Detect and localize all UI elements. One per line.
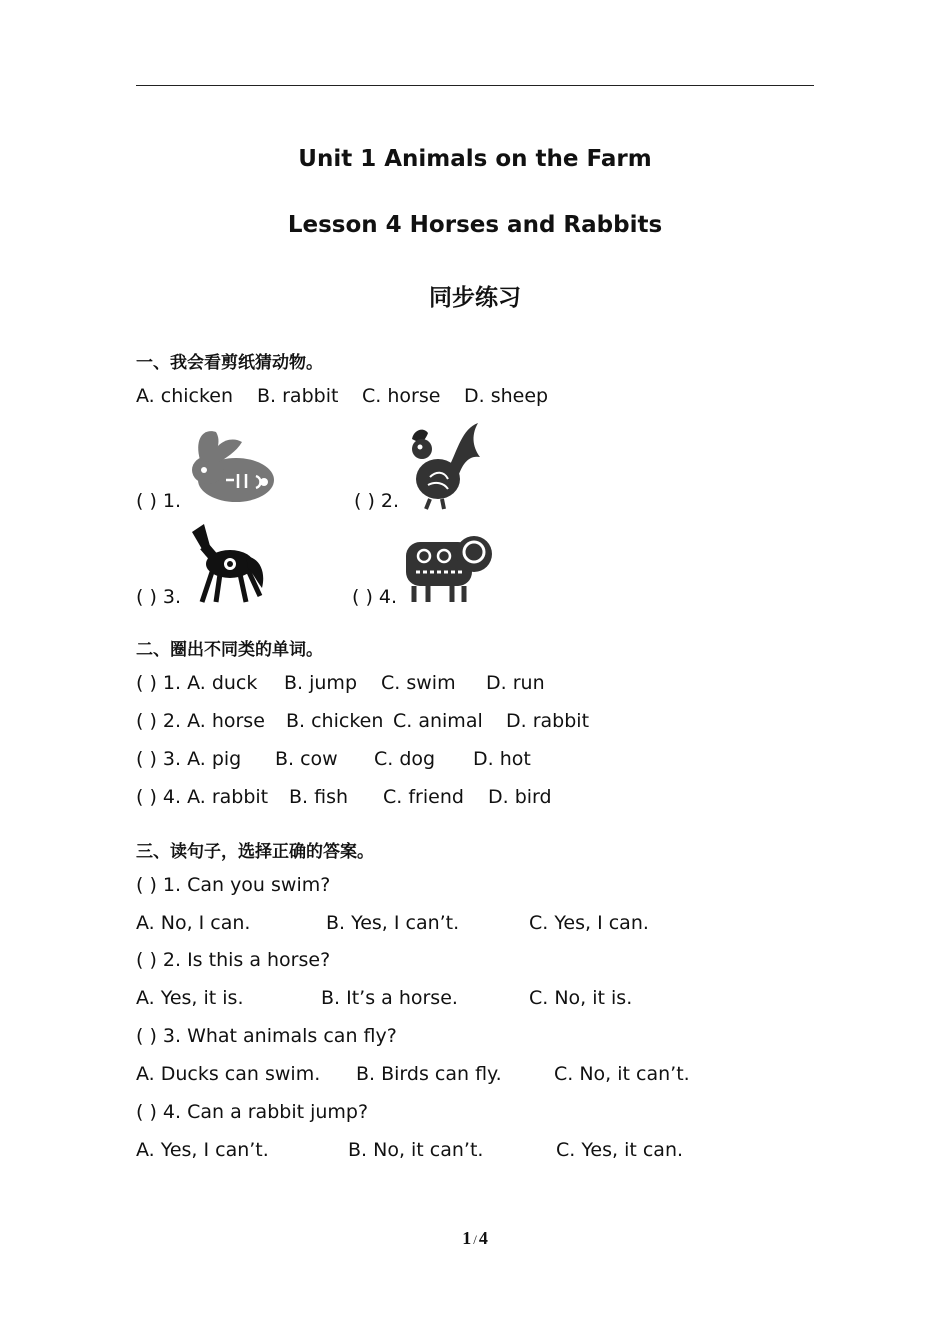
item-1-label: ( ) 1. <box>136 490 182 512</box>
s3-q1-b: B. Yes, I can’t. <box>326 912 460 934</box>
s3-q3: ( ) 3. What animals can fly? <box>136 1025 397 1047</box>
s2-row-3-b: B. cow <box>275 748 338 770</box>
rooster-papercut-icon <box>402 419 482 511</box>
page-total: 4 <box>478 1228 488 1248</box>
section-1-heading: 一、我会看剪纸猜动物。 <box>136 353 323 373</box>
s3-q3-c: C. No, it can’t. <box>554 1063 690 1085</box>
s2-row-4-d: D. bird <box>488 786 552 808</box>
s2-row-3-num: ( ) 3. A. pig <box>136 748 242 770</box>
unit-title: Unit 1 Animals on the Farm <box>298 146 652 172</box>
s3-q4-c: C. Yes, it can. <box>556 1139 684 1161</box>
s2-row-4-num: ( ) 4. A. rabbit <box>136 786 269 808</box>
horse-papercut-icon <box>186 522 268 604</box>
s3-q1-c: C. Yes, I can. <box>529 912 649 934</box>
subtitle: 同步练习 <box>429 285 521 311</box>
s2-row-4-c: C. friend <box>383 786 464 808</box>
s3-q3-b: B. Birds can fly. <box>356 1063 502 1085</box>
s3-q2-a: A. Yes, it is. <box>136 987 244 1009</box>
s3-q4: ( ) 4. Can a rabbit jump? <box>136 1101 369 1123</box>
s2-row-1-d: D. run <box>486 672 545 694</box>
s2-row-2-b: B. chicken <box>286 710 384 732</box>
s3-q2-b: B. It’s a horse. <box>321 987 458 1009</box>
header-rule <box>136 85 814 86</box>
s2-row-2-c: C. animal <box>393 710 483 732</box>
s2-row-2-d: D. rabbit <box>506 710 590 732</box>
s2-row-3-c: C. dog <box>374 748 436 770</box>
s3-q3-a: A. Ducks can swim. <box>136 1063 321 1085</box>
choice-c: C. horse <box>362 385 441 407</box>
item-3-label: ( ) 3. <box>136 586 182 608</box>
section-2-heading: 二、圈出不同类的单词。 <box>136 640 323 660</box>
item-2-label: ( ) 2. <box>354 490 400 512</box>
s3-q2: ( ) 2. Is this a horse? <box>136 949 331 971</box>
sheep-papercut-icon <box>402 528 494 604</box>
s3-q4-a: A. Yes, I can’t. <box>136 1139 269 1161</box>
s2-row-1-b: B. jump <box>284 672 358 694</box>
s3-q2-c: C. No, it is. <box>529 987 633 1009</box>
s2-row-4-b: B. fish <box>289 786 349 808</box>
s2-row-2-num: ( ) 2. A. horse <box>136 710 265 732</box>
rabbit-papercut-icon <box>186 424 278 506</box>
s3-q1-a: A. No, I can. <box>136 912 251 934</box>
page-separator: / <box>473 1232 477 1247</box>
s3-q1: ( ) 1. Can you swim? <box>136 874 331 896</box>
choice-a: A. chicken <box>136 385 234 407</box>
s2-row-1-c: C. swim <box>381 672 456 694</box>
s2-row-3-d: D. hot <box>473 748 531 770</box>
s3-q4-b: B. No, it can’t. <box>348 1139 484 1161</box>
lesson-title: Lesson 4 Horses and Rabbits <box>287 212 663 238</box>
choice-b: B. rabbit <box>257 385 339 407</box>
item-4-label: ( ) 4. <box>352 586 398 608</box>
choice-d: D. sheep <box>464 385 549 407</box>
s2-row-1-num: ( ) 1. A. duck <box>136 672 258 694</box>
page-number <box>0 1228 950 1249</box>
page-current: 1 <box>462 1228 472 1248</box>
section-3-heading: 三、读句子，选择正确的答案。 <box>136 842 374 862</box>
